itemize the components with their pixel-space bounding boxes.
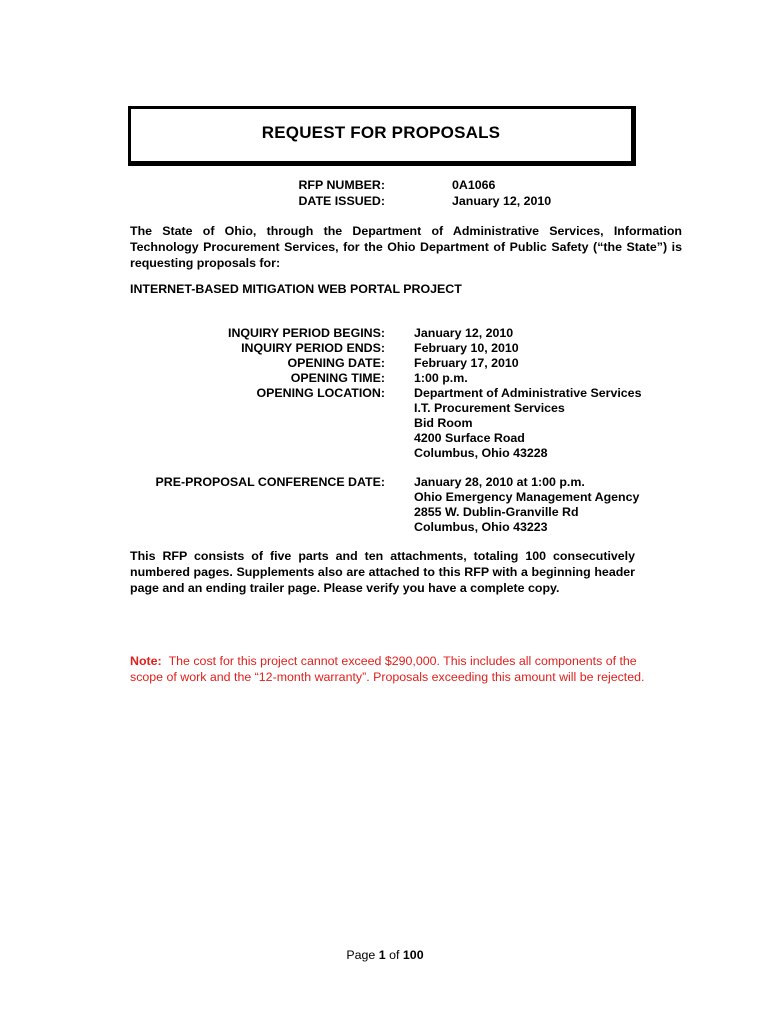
date-issued-label: DATE ISSUED: [298,194,385,208]
page-footer [0,948,770,962]
cost-note [130,653,645,685]
intro-paragraph: The State of Ohio, through the Department of Administrative Services, Information Technology Procurement Services, for the Ohio Department of Public Safety (“the State”) is requesting proposals for: [130,224,682,270]
note-text: The cost for this project cannot exceed $290,000. This includes all components of the scope of work and the “12-month warranty”. Proposals exceeding this amount will be rejected. [130,654,645,684]
opening-location-label: OPENING LOCATION: [256,386,385,400]
page-title: REQUEST FOR PROPOSALS [261,123,501,142]
date-issued-value: January 12, 2010 [452,194,552,208]
address-line: Department of Administrative Services [414,386,642,400]
conference-details [414,475,639,535]
address-line: Bid Room [414,416,473,430]
consists-paragraph: This RFP consists of five parts and ten attachments, totaling 100 consecutively numbered pages. Supplements also are attached to this RFP with a beginning header page and an ending trailer page. Please verify you have a complete copy. [130,549,635,595]
address-line: 4200 Surface Road [414,431,525,445]
address-line: I.T. Procurement Services [414,401,565,415]
note-label: Note: [130,654,162,668]
conference-line: Columbus, Ohio 43223 [414,520,548,534]
footer-page-word: Page [346,948,379,962]
footer-total-pages: 100 [402,948,424,962]
opening-location-address [414,386,641,461]
conference-line: January 28, 2010 at 1:00 p.m. [414,475,585,489]
inquiry-begins-label: INQUIRY PERIOD BEGINS: [228,326,385,340]
opening-time-label: OPENING TIME: [290,371,385,385]
footer-of-word: of [385,948,403,962]
opening-time-value: 1:00 p.m. [414,371,468,385]
conference-line: 2855 W. Dublin-Granville Rd [414,505,579,519]
conference-date-label: PRE-PROPOSAL CONFERENCE DATE: [155,475,385,489]
rfp-number-value: 0A1066 [452,178,496,192]
inquiry-ends-value: February 10, 2010 [414,341,519,355]
address-line: Columbus, Ohio 43228 [414,446,548,460]
conference-line: Ohio Emergency Management Agency [414,490,640,504]
inquiry-begins-value: January 12, 2010 [414,326,514,340]
title-box [128,106,636,166]
inquiry-ends-label: INQUIRY PERIOD ENDS: [241,341,385,355]
opening-date-value: February 17, 2010 [414,356,519,370]
rfp-number-label: RFP NUMBER: [298,178,385,192]
opening-date-label: OPENING DATE: [287,356,385,370]
footer-current-page: 1 [378,948,386,962]
project-name: INTERNET-BASED MITIGATION WEB PORTAL PROJECT [130,282,462,296]
